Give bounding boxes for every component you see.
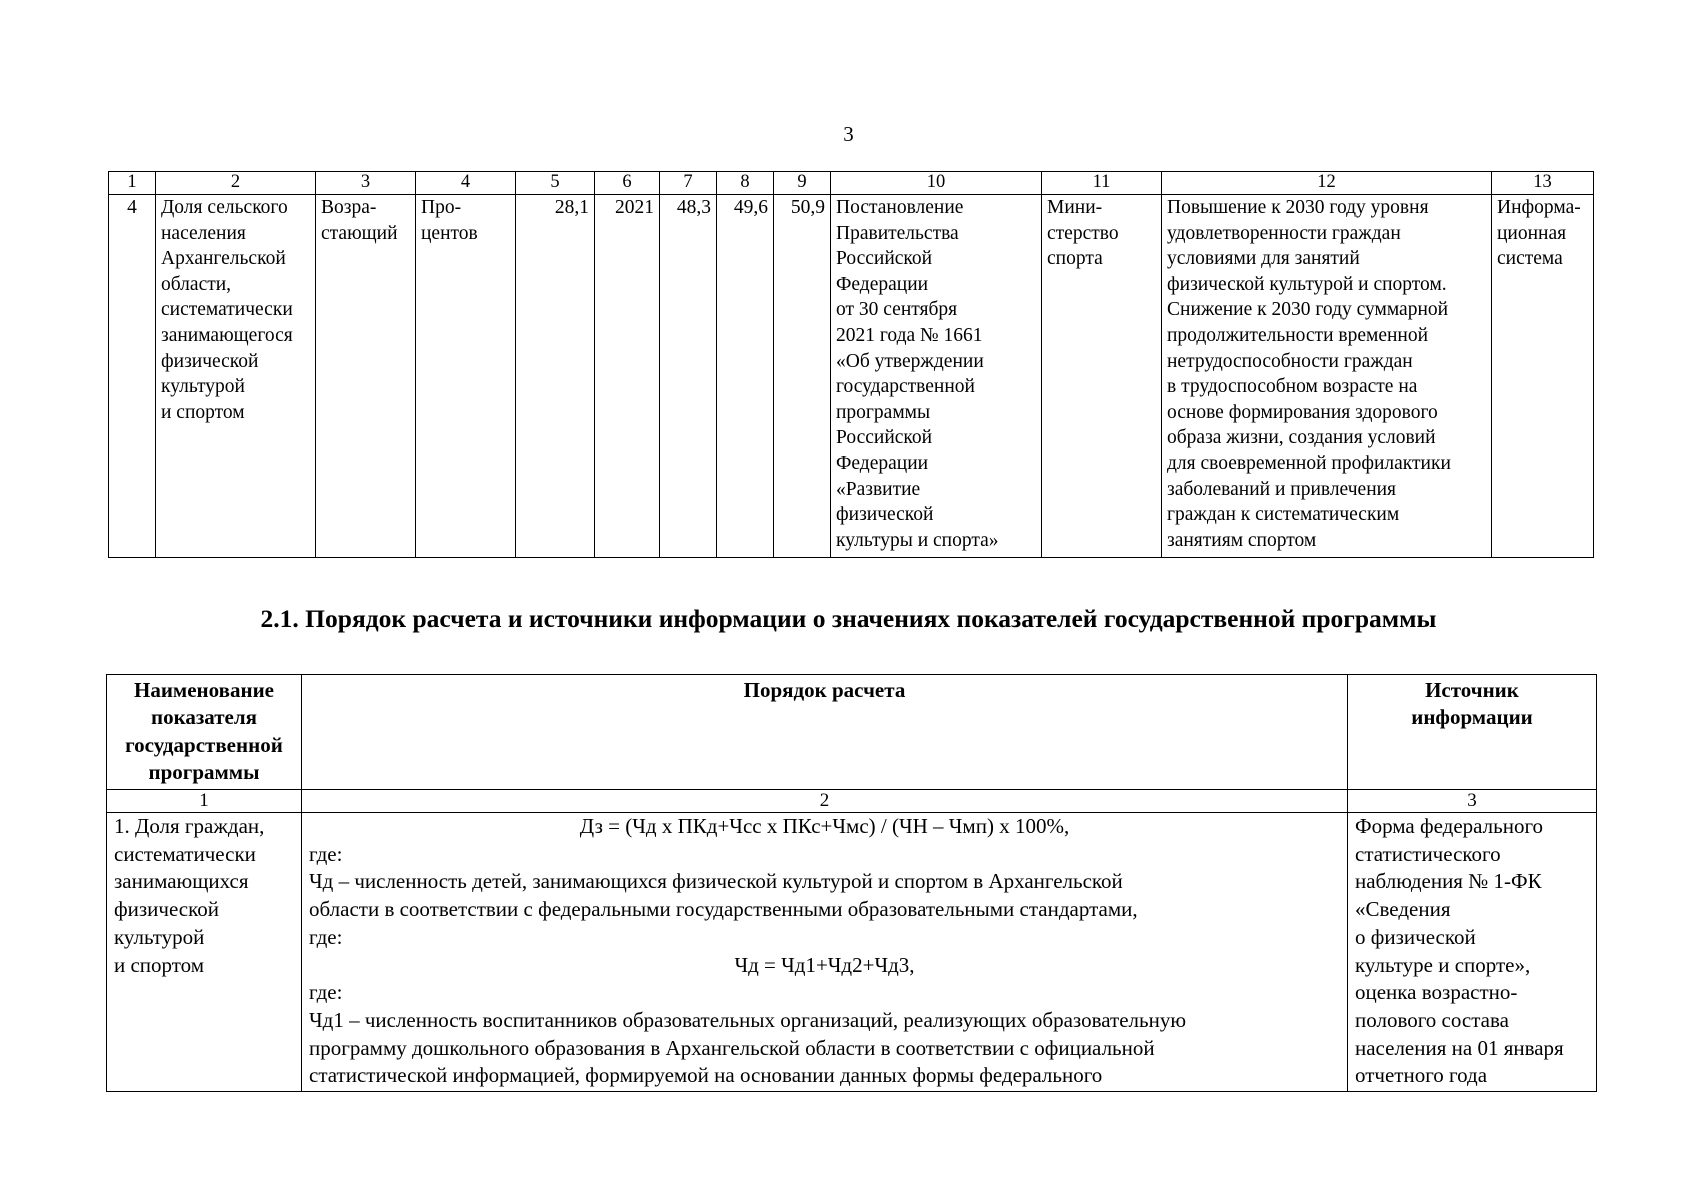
- row-number: 4: [109, 195, 156, 558]
- target-value-1: 48,3: [660, 195, 717, 558]
- national-goal-link: Повышение к 2030 году уровня удовлетворенности граждан условиями для занятий физической культурой и спортом. Снижение к 2030 году суммарной продолжительности временной нетрудоспособности граждан в трудоспособном возрасте на основе формирования здорового образа жизни, создания условий для своевременной профилактики заболеваний и привлечения граждан к систематическим занятиям спортом: [1162, 195, 1492, 558]
- column-number: 3: [316, 172, 416, 195]
- column-number: 5: [516, 172, 595, 195]
- column-number-row: [109, 172, 1594, 195]
- where-label: где:: [309, 841, 343, 866]
- column-number: 2: [156, 172, 316, 195]
- column-number: 4: [416, 172, 516, 195]
- information-system: Информа- ционная система: [1492, 195, 1594, 558]
- base-year: 2021: [595, 195, 660, 558]
- column-number: 8: [717, 172, 774, 195]
- header-calculation-method: Порядок расчета: [302, 675, 1348, 790]
- children-formula: Чд = Чд1+Чд2+Чд3,: [734, 952, 915, 977]
- table-row: [107, 813, 1597, 1092]
- regulatory-document: Постановление Правительства Российской Федерации от 30 сентября 2021 года № 1661 «Об утверждении государственной программы Российской Федерации «Развитие физической культуры и спорта»: [831, 195, 1042, 558]
- column-number: 11: [1042, 172, 1162, 195]
- indicator-direction: Возра- стающий: [316, 195, 416, 558]
- where-label: где:: [309, 980, 343, 1005]
- column-number: 1: [107, 790, 302, 813]
- base-value: 28,1: [516, 195, 595, 558]
- column-number: 7: [660, 172, 717, 195]
- table-row: [109, 195, 1594, 558]
- column-number: 2: [302, 790, 1348, 813]
- column-number: 12: [1162, 172, 1492, 195]
- column-number: 9: [774, 172, 831, 195]
- target-value-3: 50,9: [774, 195, 831, 558]
- column-number: 1: [109, 172, 156, 195]
- page-number: 3: [843, 122, 854, 146]
- column-number: 10: [831, 172, 1042, 195]
- column-number: 6: [595, 172, 660, 195]
- information-source: Форма федерального статистического наблюдения № 1-ФК «Сведения о физической культуре и спорте», оценка возрастно- полового состава населения на 01 января отчетного года: [1348, 813, 1597, 1092]
- where-label: где:: [309, 924, 343, 949]
- indicator-name: Доля сельского населения Архангельской области, систематически занимающегося физической культурой и спортом: [156, 195, 316, 558]
- indicators-table: [108, 171, 1594, 558]
- column-number: 13: [1492, 172, 1594, 195]
- unit-of-measure: Про- центов: [416, 195, 516, 558]
- definition-chd1: Чд1 – численность воспитанников образовательных организаций, реализующих образовательную программу дошкольного образования в Архангельской области в соответствии с официальной статистической информацией, формируемой на основании данных формы федерального: [309, 1007, 1187, 1088]
- header-row: [107, 675, 1597, 790]
- column-number: 3: [1348, 790, 1597, 813]
- section-title: 2.1. Порядок расчета и источники информации о значениях показателей государственной программы: [260, 604, 1437, 633]
- target-value-2: 49,6: [717, 195, 774, 558]
- header-information-source: Источник информации: [1348, 675, 1597, 790]
- main-formula: Дз = (Чд х ПКд+Чсс х ПКс+Чмс) / (ЧН – Чмп) х 100%,: [579, 814, 1070, 838]
- calculation-method-table: [106, 674, 1597, 1092]
- column-number-row: [107, 790, 1597, 813]
- responsible-body: Мини- стерство спорта: [1042, 195, 1162, 558]
- definition-chd: Чд – численность детей, занимающихся физической культурой и спортом в Архангельской области в соответствии с федеральными государственными образовательными стандартами,: [309, 869, 1138, 922]
- indicator-name: 1. Доля граждан, систематически занимающихся физической культурой и спортом: [107, 813, 302, 1092]
- header-indicator-name: Наименование показателя государственной программы: [107, 675, 302, 790]
- calculation-method: [302, 813, 1348, 1092]
